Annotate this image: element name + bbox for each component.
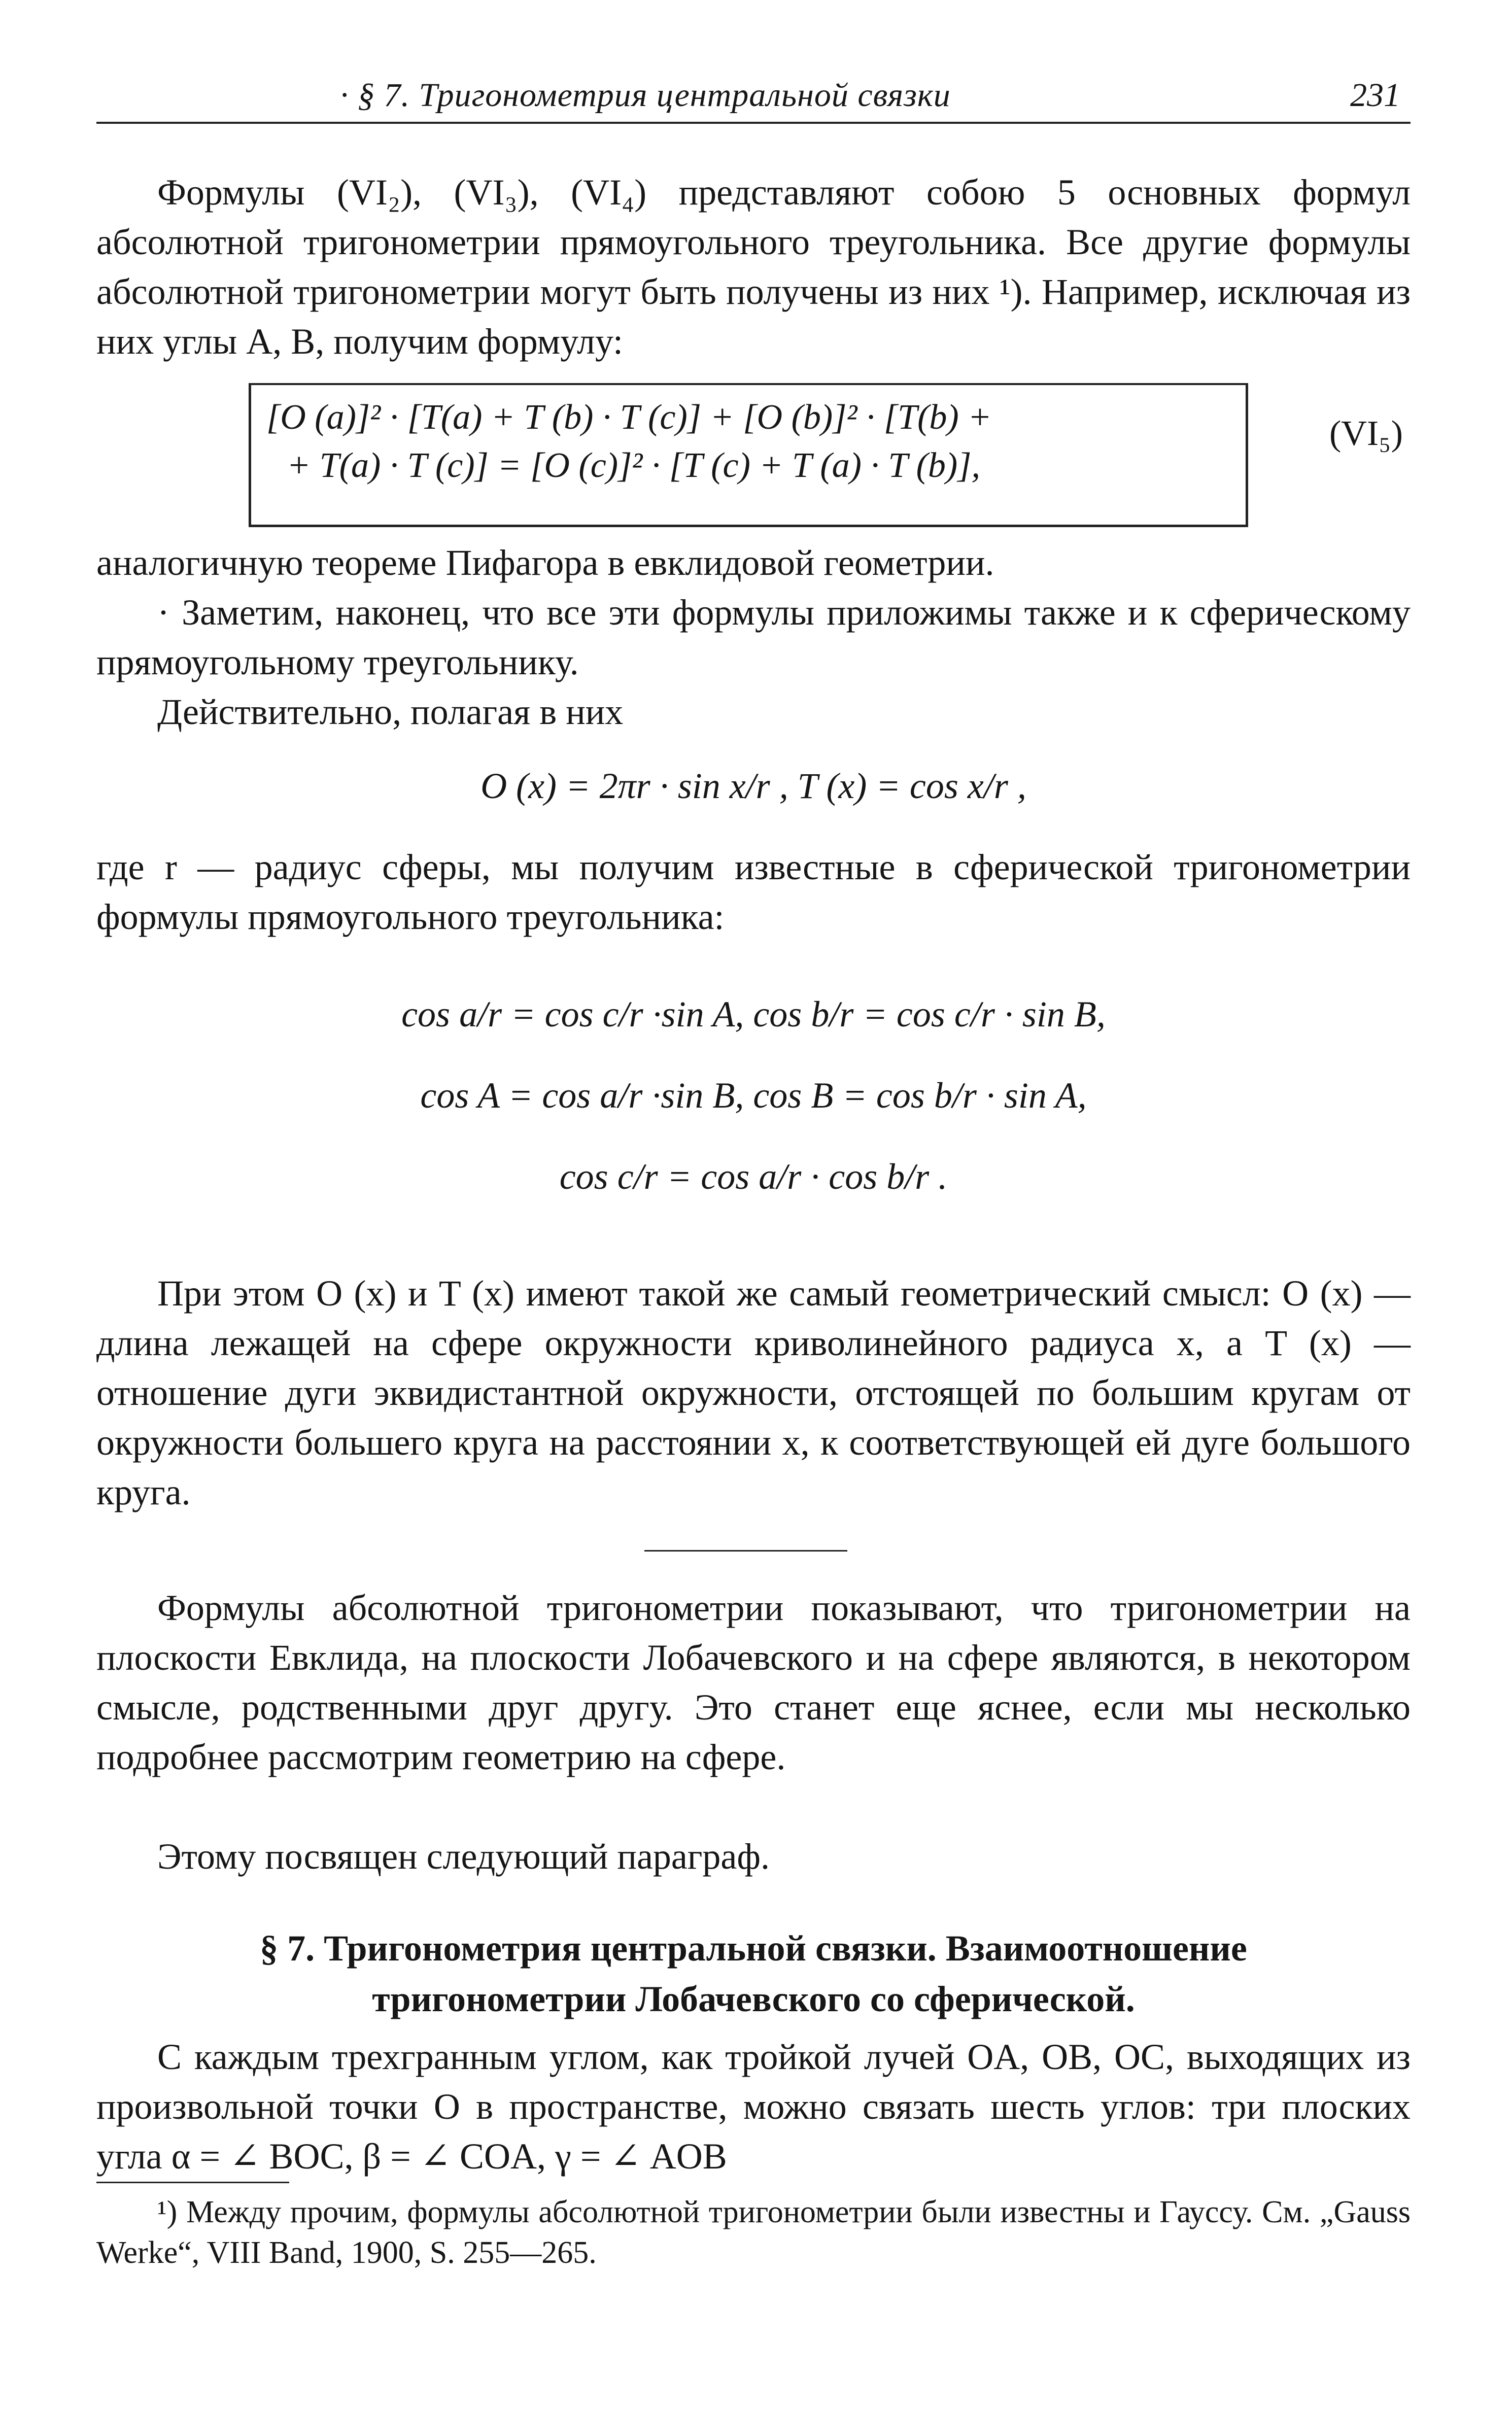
formula-vi5-line-1: [O (a)]² · [T(a) + T (b) · T (c)] + [O (b)]² · [T(b) +	[266, 398, 992, 437]
page-number: 231	[1350, 77, 1400, 114]
section-divider	[644, 1550, 847, 1552]
footnote-rule	[96, 2182, 289, 2183]
footnote-text: Между прочим, формулы абсолютной тригонометрии были известны и Гауссу. См. „Gauss Werke“, VIII Band, 1900, S. 255—265.	[96, 2195, 1411, 2270]
footnote-mark: ¹)	[157, 2195, 178, 2229]
paragraph-radius: где r — радиус сферы, мы получим известные в сферической тригонометрии формулы прямоугольного треугольника:	[96, 847, 1411, 937]
paragraph-substitution-intro: Действительно, полагая в них	[157, 692, 624, 732]
paragraph-geometric-meaning: При этом O (x) и T (x) имеют такой же самый геометрический смысл: O (x) — длина лежащей на сфере окружности криволинейного радиуса x, а T (x) — отношение дуги эквидистантной окружности, отстоящей по большим кругам от окружности большего круга на расстоянии x, к соответствующей ей дуге большого круга.	[96, 1273, 1411, 1512]
formula-substitution: O (x) = 2πr · sin x/r , T (x) = cos x/r ,	[480, 766, 1026, 806]
paragraph-pythagoras: аналогичную теореме Пифагора в евклидовой геометрии.	[96, 542, 994, 583]
formula-spherical-line-2: cos A = cos a/r ·sin B, cos B = cos b/r · sin A,	[420, 1075, 1087, 1116]
paragraph-related-trigonometries: Формулы абсолютной тригонометрии показывают, что тригонометрии на плоскости Евклида, на плоскости Лобачевского и на сфере являются, в некотором смысле, родственными друг другу. Это станет еще яснее, если мы несколько подробнее рассмотрим геометрию на сфере.	[96, 1588, 1411, 1777]
formula-vi5-line-2: + T(a) · T (c)] = [O (c)]² · [T (c) + T (a) · T (b)],	[287, 446, 980, 485]
paragraph-main-formulas: Формулы (VI₂), (VI₃), (VI₄) представляют собою 5 основных формул абсолютной тригонометрии прямоугольного треугольника. Все другие формулы абсолютной тригонометрии могут быть получены из них ¹). Например, исключая из них углы A, B, получим формулу:	[96, 172, 1411, 362]
section-heading-line-1: § 7. Тригонометрия центральной связки. Взаимоотношение	[260, 1928, 1247, 1969]
equation-tag-vi5: (VI₅)	[1329, 414, 1403, 453]
page-header	[96, 71, 1411, 124]
formula-spherical-line-3: cos c/r = cos a/r · cos b/r .	[559, 1156, 948, 1197]
running-title: · § 7. Тригонометрия центральной связки	[340, 77, 951, 114]
footnote	[96, 2192, 1411, 2273]
paragraph-next-section: Этому посвящен следующий параграф.	[157, 1836, 770, 1877]
formula-box-vi5	[249, 383, 1248, 527]
section-heading	[96, 1923, 1411, 2024]
section-heading-line-2: тригонометрии Лобачевского со сферической.	[372, 1979, 1135, 2019]
paragraph-spherical-note: · Заметим, наконец, что все эти формулы приложимы также и к сферическому прямоугольному треугольнику.	[96, 592, 1411, 682]
formula-spherical-line-1: cos a/r = cos c/r ·sin A, cos b/r = cos c/r · sin B,	[401, 994, 1106, 1035]
paragraph-trihedral-angle: С каждым трехгранным углом, как тройкой лучей OA, OB, OC, выходящих из произвольной точки O в пространстве, можно связать шесть углов: три плоских угла α = ∠ BOC, β = ∠ COA, γ = ∠ AOB	[96, 2037, 1411, 2177]
